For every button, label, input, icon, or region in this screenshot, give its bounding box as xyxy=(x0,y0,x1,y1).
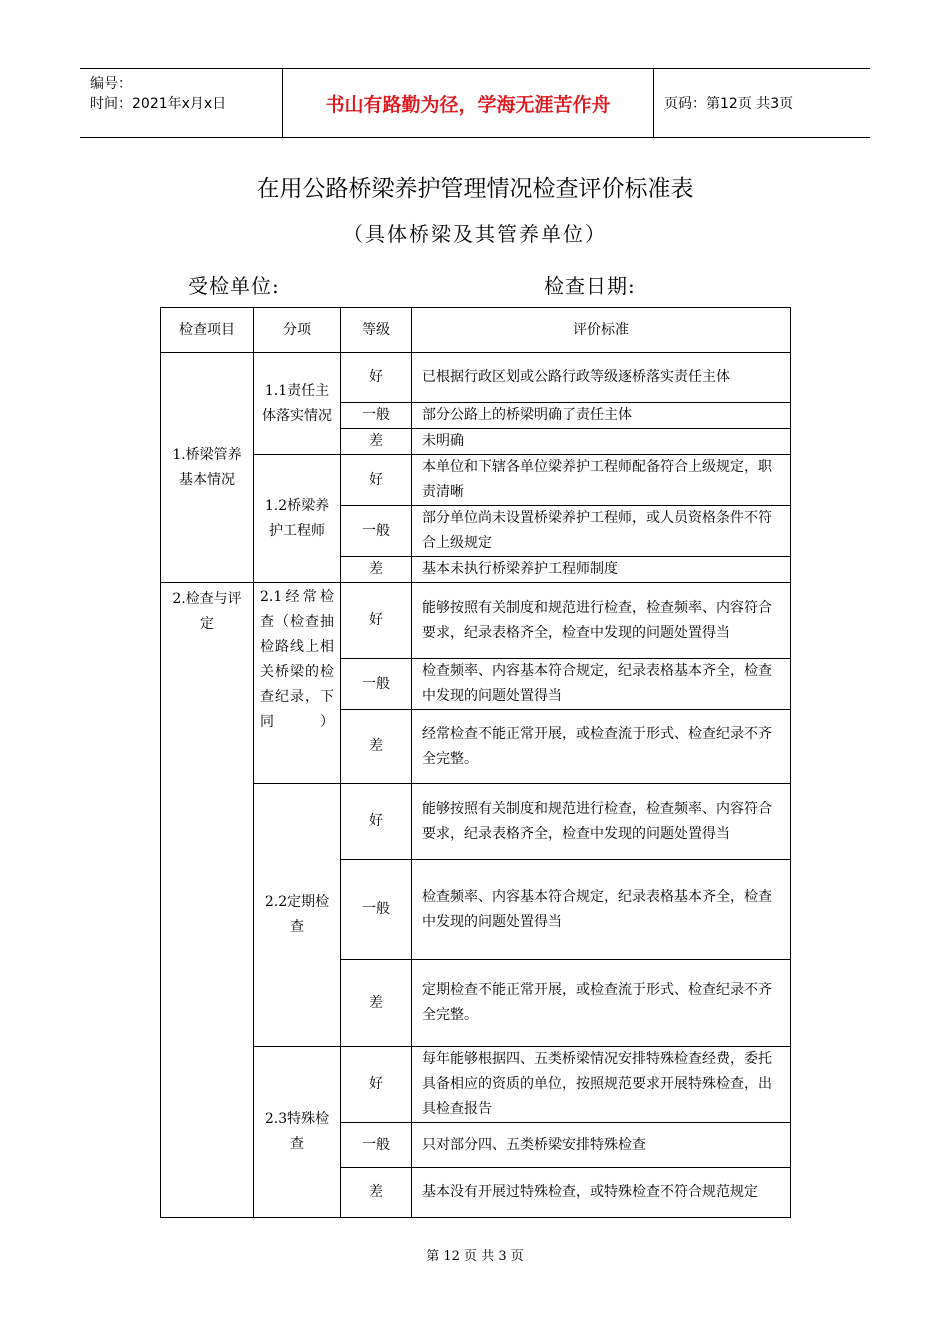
criteria-cell: 能够按照有关制度和规范进行检查，检查频率、内容符合要求，纪录表格齐全，检查中发现的问题处置得当 xyxy=(412,583,791,659)
criteria-cell: 能够按照有关制度和规范进行检查，检查频率、内容符合要求，纪录表格齐全，检查中发现的问题处置得当 xyxy=(412,784,791,860)
subitem-cell: 2.3特殊检查 xyxy=(254,1047,341,1218)
subitem-cell: 2.1经常检查（检查抽检路线上相关桥梁的检查纪录，下同） xyxy=(254,583,341,784)
grade-cell: 一般 xyxy=(341,659,412,710)
grade-cell: 一般 xyxy=(341,1123,412,1168)
criteria-cell: 经常检查不能正常开展，或检查流于形式、检查纪录不齐全完整。 xyxy=(412,710,791,784)
grade-cell: 差 xyxy=(341,557,412,583)
criteria-cell: 每年能够根据四、五类桥梁情况安排特殊检查经费，委托具备相应的资质的单位，按照规范要求开展特殊检查，出具检查报告 xyxy=(412,1047,791,1123)
header-info-cell xyxy=(80,69,283,137)
inspection-date-label: 检查日期: xyxy=(544,274,636,298)
header-cell-grade: 等级 xyxy=(341,308,412,353)
header-cell-criteria: 评价标准 xyxy=(412,308,791,353)
criteria-cell: 已根据行政区划或公路行政等级逐桥落实责任主体 xyxy=(412,353,791,403)
grade-cell: 好 xyxy=(341,583,412,659)
table-row xyxy=(161,583,791,659)
time-label: 时间：2021年x月x日 xyxy=(90,96,227,112)
grade-cell: 差 xyxy=(341,710,412,784)
inspected-unit-label: 受检单位: xyxy=(188,274,280,298)
table-row xyxy=(161,455,791,506)
page-footer: 第 12 页 共 3 页 xyxy=(426,1249,524,1264)
document-subtitle: （具体桥梁及其管养单位） xyxy=(343,222,607,246)
subitem-cell: 1.1责任主体落实情况 xyxy=(254,353,341,455)
grade-cell: 差 xyxy=(341,1168,412,1218)
criteria-cell: 检查频率、内容基本符合规定，纪录表格基本齐全，检查中发现的问题处置得当 xyxy=(412,860,791,960)
table-row xyxy=(161,1047,791,1123)
criteria-cell: 定期检查不能正常开展，或检查流于形式、检查纪录不齐全完整。 xyxy=(412,960,791,1047)
criteria-cell: 检查频率、内容基本符合规定，纪录表格基本齐全，检查中发现的问题处置得当 xyxy=(412,659,791,710)
header-motto: 书山有路勤为径，学海无涯苦作舟 xyxy=(283,69,654,137)
grade-cell: 好 xyxy=(341,455,412,506)
grade-cell: 差 xyxy=(341,429,412,455)
grade-cell: 好 xyxy=(341,1047,412,1123)
check-item-cell: 1.桥梁管养基本情况 xyxy=(161,353,254,583)
criteria-cell: 只对部分四、五类桥梁安排特殊检查 xyxy=(412,1123,791,1168)
criteria-cell: 未明确 xyxy=(412,429,791,455)
grade-cell: 差 xyxy=(341,960,412,1047)
header-cell-subitem: 分项 xyxy=(254,308,341,353)
subitem-cell: 1.2桥梁养护工程师 xyxy=(254,455,341,583)
table-header-row xyxy=(161,308,791,353)
check-item-cell: 2.检查与评定 xyxy=(161,583,254,1218)
criteria-cell: 基本没有开展过特殊检查，或特殊检查不符合规范规定 xyxy=(412,1168,791,1218)
criteria-cell: 本单位和下辖各单位梁养护工程师配备符合上级规定，职责清晰 xyxy=(412,455,791,506)
table-row xyxy=(161,784,791,860)
number-label: 编号： xyxy=(90,76,132,92)
subitem-cell: 2.2定期检查 xyxy=(254,784,341,1047)
criteria-cell: 基本未执行桥梁养护工程师制度 xyxy=(412,557,791,583)
document-header xyxy=(80,68,870,138)
table-row xyxy=(161,353,791,403)
header-page-code: 页码：第12页 共3页 xyxy=(664,96,794,112)
grade-cell: 好 xyxy=(341,784,412,860)
grade-cell: 一般 xyxy=(341,860,412,960)
criteria-cell: 部分单位尚未设置桥梁养护工程师，或人员资格条件不符合上级规定 xyxy=(412,506,791,557)
document-title: 在用公路桥梁养护管理情况检查评价标准表 xyxy=(256,176,694,202)
grade-cell: 好 xyxy=(341,353,412,403)
evaluation-table xyxy=(160,307,791,1218)
grade-cell: 一般 xyxy=(341,403,412,429)
grade-cell: 一般 xyxy=(341,506,412,557)
header-cell-item: 检查项目 xyxy=(161,308,254,353)
criteria-cell: 部分公路上的桥梁明确了责任主体 xyxy=(412,403,791,429)
